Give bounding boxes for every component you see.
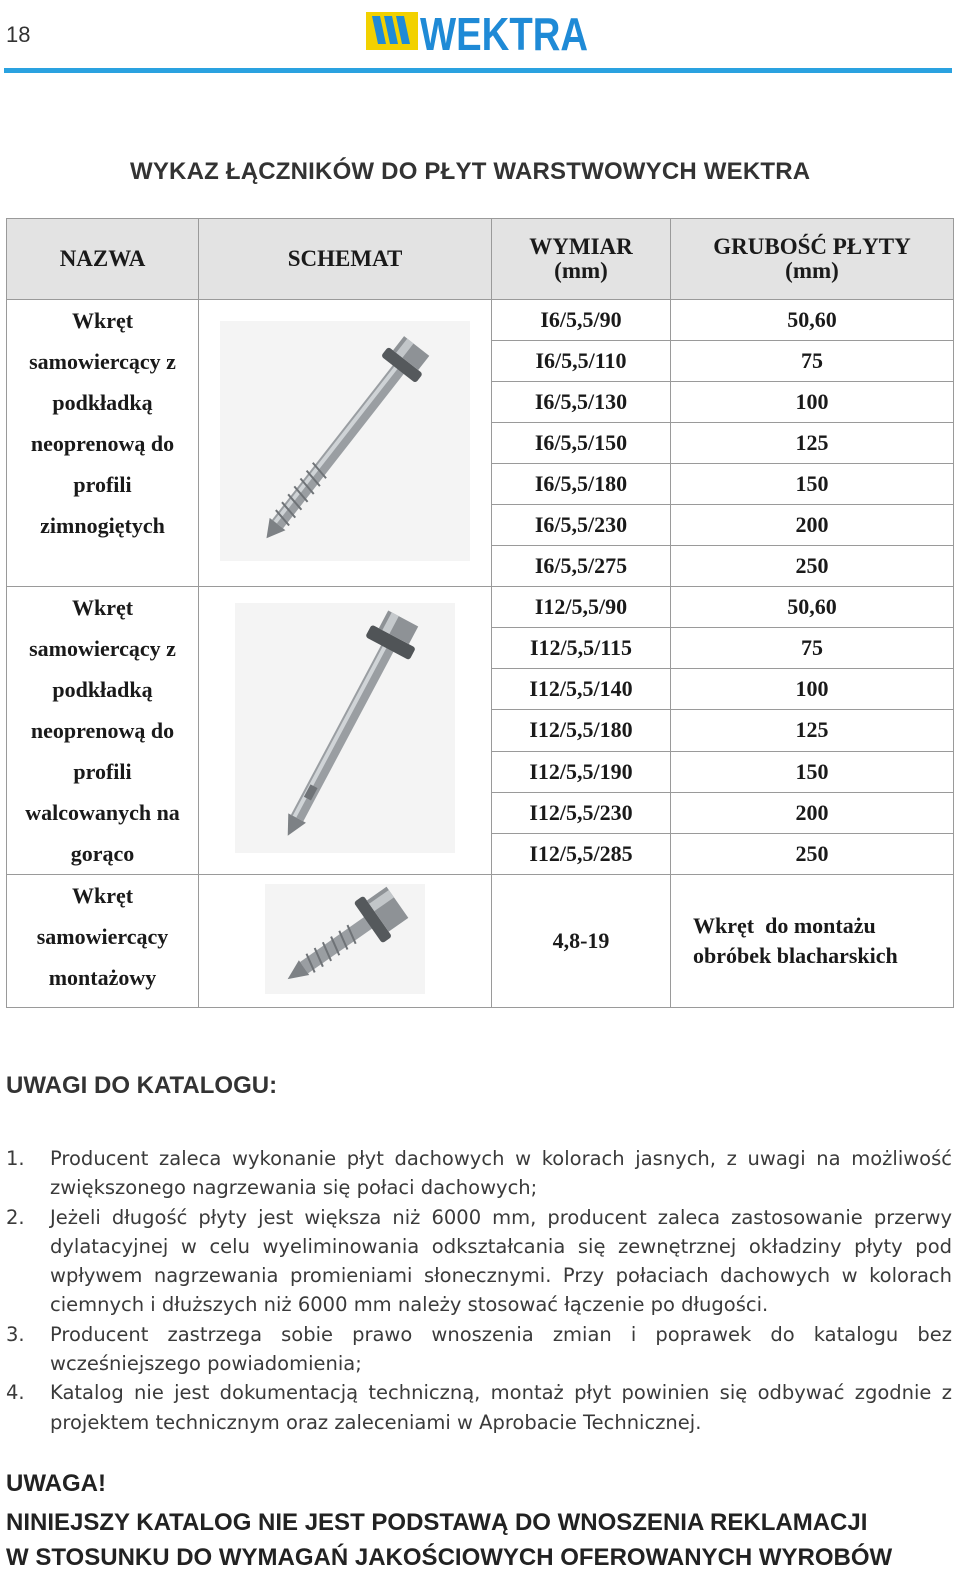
thickness-note-cell: Wkręt do montażu obróbek blacharskich	[671, 875, 954, 1008]
logo-text: WEKTRA	[420, 8, 588, 60]
screw-heavy-image	[199, 587, 492, 875]
product-name-cell: Wkręt samowiercący z podkładką neoprenową do profili zimnogiętych	[7, 300, 199, 587]
dimension-cell: I12/5,5/140	[492, 669, 671, 710]
dimension-cell: I12/5,5/180	[492, 710, 671, 751]
fasteners-table	[6, 218, 954, 1008]
warning-line-1: NINIEJSZY KATALOG NIE JEST PODSTAWĄ DO WNOSZENIA REKLAMACJI	[6, 1509, 868, 1536]
remarks-title: UWAGI DO KATALOGU:	[6, 1072, 278, 1099]
thickness-cell: 200	[671, 792, 954, 833]
thickness-cell: 125	[671, 423, 954, 464]
table-header-row	[7, 219, 954, 300]
screw-short-image	[199, 875, 492, 1008]
table-row	[7, 587, 954, 628]
thickness-cell: 100	[671, 382, 954, 423]
wektra-logo	[366, 8, 590, 60]
thickness-cell: 150	[671, 751, 954, 792]
header-schema: SCHEMAT	[199, 219, 492, 300]
table-row	[7, 875, 954, 1008]
list-item: 3. Producent zastrzega sobie prawo wnoszenia zmian i poprawek do katalogu bez wcześniejszego powiadomienia;	[6, 1322, 952, 1376]
warning-line-2: W STOSUNKU DO WYMAGAŃ JAKOŚCIOWYCH OFEROWANYCH WYROBÓW	[6, 1544, 893, 1571]
list-item: 1. Producent zaleca wykonanie płyt dachowych w kolorach jasnych, z uwagi na możliwość zwiększonego nagrzewania się połaci dachowych;	[6, 1147, 952, 1200]
dimension-cell: I6/5,5/110	[492, 341, 671, 382]
dimension-cell: I12/5,5/230	[492, 792, 671, 833]
dimension-cell: I12/5,5/190	[492, 751, 671, 792]
dimension-cell: I12/5,5/285	[492, 833, 671, 874]
dimension-cell: I6/5,5/90	[492, 300, 671, 341]
warning-title: UWAGA!	[6, 1470, 106, 1497]
thickness-cell: 75	[671, 628, 954, 669]
warning-text	[6, 1505, 952, 1575]
page-title: WYKAZ ŁĄCZNIKÓW DO PŁYT WARSTWOWYCH WEKTRA	[130, 158, 811, 185]
product-name-cell: Wkręt samowiercący z podkładką neoprenową do profili walcowanych na gorąco	[7, 587, 199, 875]
thickness-cell: 200	[671, 505, 954, 546]
dimension-cell: I6/5,5/230	[492, 505, 671, 546]
dimension-cell: I12/5,5/115	[492, 628, 671, 669]
screw-long-image	[199, 300, 492, 587]
header-divider	[4, 68, 952, 73]
list-item: 4. Katalog nie jest dokumentacją techniczną, montaż płyt powinien się odbywać zgodnie z projektem technicznym oraz zaleceniami w Aprobacie Technicznej.	[6, 1381, 952, 1434]
dimension-cell: I6/5,5/130	[492, 382, 671, 423]
dimension-cell: 4,8-19	[492, 875, 671, 1008]
dimension-cell: I6/5,5/180	[492, 464, 671, 505]
product-name-cell: Wkręt samowiercący montażowy	[7, 875, 199, 1008]
page-number: 18	[6, 22, 31, 47]
header-dimension: WYMIAR (mm)	[492, 219, 671, 300]
thickness-cell: 125	[671, 710, 954, 751]
mounting-screw-icon	[265, 884, 425, 994]
dimension-cell: I12/5,5/90	[492, 587, 671, 628]
self-drilling-screw-icon	[235, 603, 455, 853]
table-row	[7, 300, 954, 341]
self-drilling-screw-icon	[220, 321, 470, 561]
dimension-cell: I6/5,5/275	[492, 546, 671, 587]
thickness-cell: 100	[671, 669, 954, 710]
thickness-cell: 75	[671, 341, 954, 382]
thickness-cell: 150	[671, 464, 954, 505]
remarks-list	[6, 1144, 952, 1437]
thickness-cell: 50,60	[671, 587, 954, 628]
thickness-cell: 50,60	[671, 300, 954, 341]
dimension-cell: I6/5,5/150	[492, 423, 671, 464]
header-name: NAZWA	[7, 219, 199, 300]
list-item: 2. Jeżeli długość płyty jest większa niż 6000 mm, producent zaleca zastosowanie przerwy dylatacyjnej w celu wyeliminowania odkształcania się zewnętrznej okładziny płyty pod wpływem nagrzewania promieniami słonecznymi. Przy połaciach dachowych w kolorach ciemnych i dłuższych niż 6000 mm należy stosować łączenie po długości.	[6, 1205, 952, 1317]
thickness-cell: 250	[671, 546, 954, 587]
header-thickness: GRUBOŚĆ PŁYTY (mm)	[671, 219, 954, 300]
thickness-cell: 250	[671, 833, 954, 874]
